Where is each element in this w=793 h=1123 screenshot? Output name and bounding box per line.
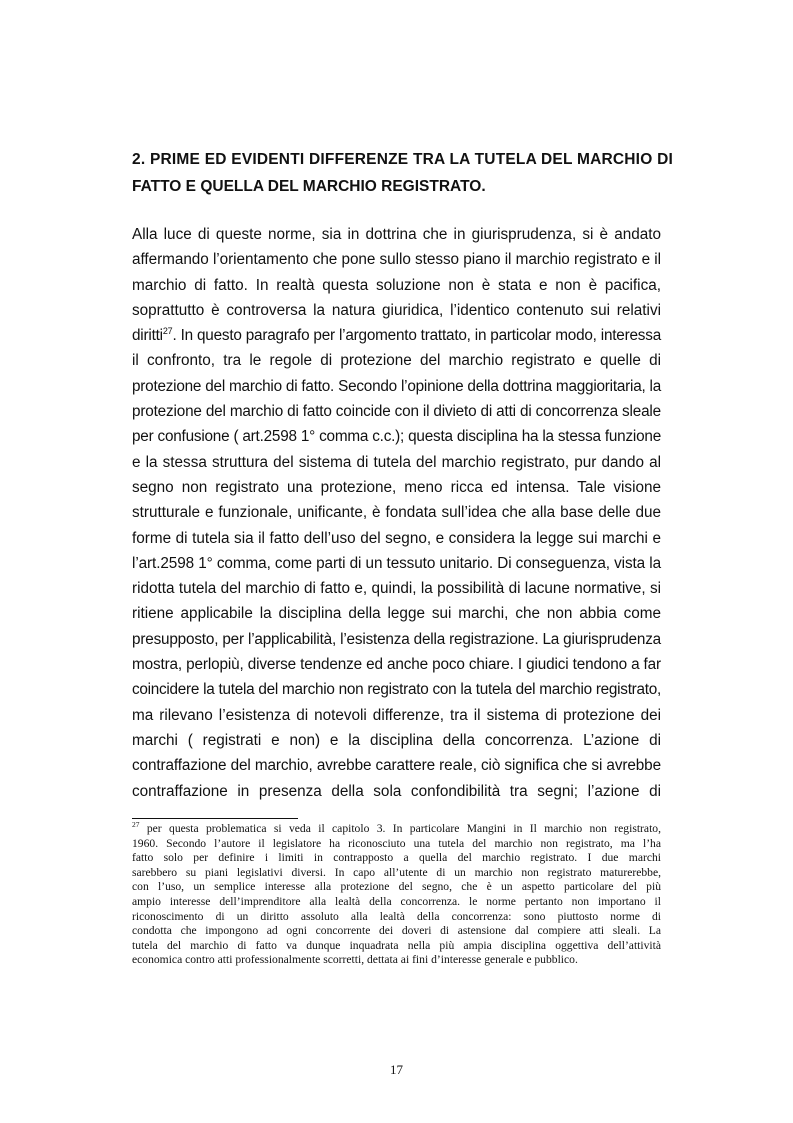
footnote-line: riconoscimento di un diritto assoluto alla lealtà della concorrenza: sono piuttosto norme di: [132, 909, 661, 923]
footnote-line: con l’uso, un semplice interesse alla protezione del segno, che è un aspetto particolare del più: [132, 880, 661, 894]
footnote-number: 27: [132, 820, 140, 830]
body-line: contraffazione in presenza della sola confondibilità tra segni; l’azione di: [132, 782, 661, 800]
footnote-line: condotta che impongono ad ogni concorrente dei doveri di astensione dal compiere atti sleali. La: [132, 924, 661, 938]
body-line: presupposto, per l’applicabilità, l’esistenza della registrazione. La giurisprudenza: [132, 630, 661, 648]
body-line: ridotta tutela del marchio di fatto e, quindi, la possibilità di lacune normative, si: [132, 580, 661, 598]
body-line: Alla luce di queste norme, sia in dottrina che in giurisprudenza, si è andato: [132, 226, 661, 243]
footnote-line: ampio interesse dell’imprenditore alla lealtà della concorrenza. le norme pertanto non importano il: [132, 894, 661, 908]
body-line: protezione del marchio di fatto. Secondo l’opinione della dottrina maggioritaria, la: [132, 377, 661, 395]
body-line-start: diritti: [132, 327, 163, 345]
body-line: marchi ( registrati e non) e la disciplina della concorrenza. L’azione di: [132, 731, 661, 749]
body-line: coincidere la tutela del marchio non registrato con la tutela del marchio registrato,: [132, 681, 661, 699]
footnote: [132, 822, 661, 968]
body-line-with-footnote-ref: [132, 323, 661, 348]
body-line: contraffazione del marchio, avrebbe carattere reale, ciò significa che si avrebbe: [132, 757, 661, 775]
body-line: e la stessa struttura del sistema di tutela del marchio registrato, pur dando al: [132, 453, 661, 471]
body-line: ma rilevano l’esistenza di notevoli differenze, tra il sistema di protezione dei: [132, 706, 661, 724]
body-line: il confronto, tra le regole di protezione del marchio registrato e quelle di: [132, 352, 661, 370]
body-line: forme di tutela sia il fatto dell’uso del segno, e considera la legge sui marchi e: [132, 529, 661, 547]
body-line: segno non registrato una protezione, meno ricca ed intensa. Tale visione: [132, 478, 661, 496]
footnote-line: economica contro atti professionalmente scorretti, dettata ai fini d’interesse generale e pubblico.: [132, 953, 578, 967]
body-line: protezione del marchio di fatto coincide con il divieto di atti di concorrenza sleale: [132, 403, 661, 421]
heading-line: 2. PRIME ED EVIDENTI DIFFERENZE TRA LA TUTELA DEL MARCHIO DI: [132, 151, 673, 168]
body-line: marchio di fatto. In realtà questa soluzione non è stata e non è pacifica,: [132, 276, 661, 294]
body-line: strutturale e funzionale, unificante, è fondata sull’idea che alla base delle due: [132, 504, 661, 522]
body-line: mostra, perlopiù, diverse tendenze ed anche poco chiare. I giudici tendono a far: [132, 656, 661, 674]
footnote-line: [132, 822, 661, 837]
footnote-line: fatto solo per definire i limiti in contrapposto a quella del marchio registrato. I due marchi: [132, 851, 661, 865]
body-line: l’art.2598 1° comma, come parti di un tessuto unitario. Di conseguenza, vista la: [132, 554, 661, 572]
footnote-line: sarebbero su piani legislativi diversi. In capo all’utente di un marchio non registrato maturerebbe,: [132, 865, 661, 879]
footnote-reference[interactable]: 27: [162, 326, 173, 337]
heading-line: FATTO E QUELLA DEL MARCHIO REGISTRATO.: [132, 178, 486, 195]
section-heading: [132, 146, 673, 200]
body-line: affermando l’orientamento che pone sullo stesso piano il marchio registrato e il: [132, 251, 661, 269]
footnote-separator: [132, 818, 298, 819]
footnote-line: 1960. Secondo l’autore il legislatore ha riconosciuto una tutela del marchio non registrato, ma l’ha: [132, 836, 661, 850]
page-number: 17: [390, 1062, 403, 1077]
body-line: soprattutto è controversa la natura giuridica, l’identico contenuto sui relativi: [132, 301, 661, 319]
body-paragraph: [132, 222, 661, 804]
footnote-line: tutela del marchio di fatto va dunque inquadrata nella più ampia disciplina oggettiva dell’attività: [132, 938, 661, 952]
footnote-line-text: per questa problematica si veda il capitolo 3. In particolare Mangini in Il marchio non registrato,: [139, 822, 661, 835]
body-line-end: . In questo paragrafo per l’argomento trattato, in particolar modo, interessa: [172, 327, 661, 345]
body-line: ritiene applicabile la disciplina della legge sui marchi, che non abbia come: [132, 605, 661, 623]
body-line: per confusione ( art.2598 1° comma c.c.); questa disciplina ha la stessa funzione: [132, 428, 661, 446]
